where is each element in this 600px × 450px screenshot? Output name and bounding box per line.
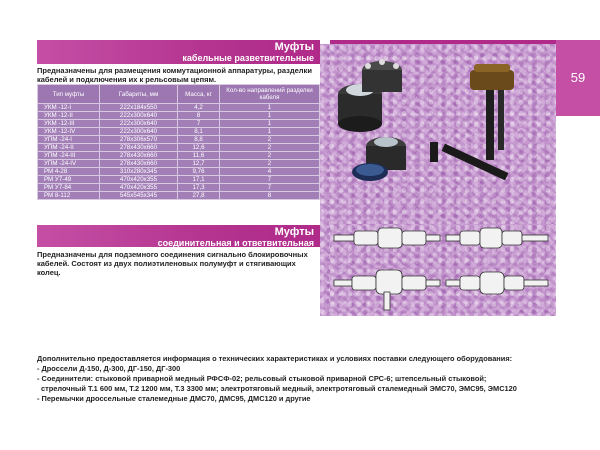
cell-mass: 4,2: [178, 104, 220, 112]
cell-dimensions: 222х184х550: [100, 104, 178, 112]
page-number: 59: [570, 70, 586, 85]
cell-mass: 12,7: [178, 160, 220, 168]
additional-info-item: - Дроссели Д-150, Д-300, ДГ-150, ДГ-300: [37, 364, 181, 373]
cell-mass: 27,8: [178, 192, 220, 200]
table-row: [38, 144, 320, 152]
cell-type: УКМ -12-III: [38, 120, 100, 128]
sleeve-2: [446, 228, 548, 248]
table-row: [38, 152, 320, 160]
table-header-row: [38, 85, 320, 104]
cell-dimensions: 470х420х355: [100, 176, 178, 184]
sleeve-1: [334, 228, 440, 248]
page-number-tab: [556, 40, 600, 116]
table-row: [38, 160, 320, 168]
section1-description: Предназначены для размещения коммутационной аппаратуры, разделки кабелей и подключения их к рельсовым цепям.: [37, 66, 312, 84]
table-row: [38, 176, 320, 184]
additional-info-item: - Соединители: стыковой приварной медный РФСФ-02; рельсовый стыковой приварной СРС-6; штепсельный стыковой;: [37, 374, 487, 383]
cell-mass: 12,6: [178, 144, 220, 152]
table-row: [38, 184, 320, 192]
cell-type: РМ 8-112: [38, 192, 100, 200]
additional-info-intro: Дополнительно предоставляется информация о технических характеристиках и условиях поставки следующего оборудования:: [37, 354, 513, 363]
cell-mass: 7: [178, 120, 220, 128]
cell-mass: 8: [178, 112, 220, 120]
header-type: Тип муфты: [38, 85, 100, 104]
cell-directions: 2: [220, 160, 320, 168]
cell-directions: 1: [220, 104, 320, 112]
cell-type: РМ 4-28: [38, 168, 100, 176]
cell-type: УКМ -12-II: [38, 112, 100, 120]
cell-dimensions: 310х280х345: [100, 168, 178, 176]
section2-subtitle: соединительная и ответвительная: [157, 238, 314, 248]
cell-directions: 1: [220, 128, 320, 136]
cell-dimensions: 278х430х660: [100, 144, 178, 152]
table-row: [38, 128, 320, 136]
section2-title: Муфты: [274, 226, 314, 238]
pedestal-box: [430, 64, 514, 180]
round-box-2: [362, 59, 402, 92]
table-row: [38, 192, 320, 200]
table-row: [38, 136, 320, 144]
sleeve-4: [446, 272, 548, 294]
cell-dimensions: 545х545х345: [100, 192, 178, 200]
cell-type: УКМ -12-I: [38, 104, 100, 112]
table-row: [38, 112, 320, 120]
cell-mass: 8,1: [178, 128, 220, 136]
cell-mass: 8,8: [178, 136, 220, 144]
cell-mass: 9,76: [178, 168, 220, 176]
cell-type: УПМ -24-IV: [38, 160, 100, 168]
spec-table: [37, 84, 320, 200]
cell-directions: 7: [220, 176, 320, 184]
cell-dimensions: 470х420х355: [100, 184, 178, 192]
cell-dimensions: 278х430х660: [100, 152, 178, 160]
additional-info-item: - Перемычки дроссельные сталемедные ДМС70, ДМС95, ДМС120 и другие: [37, 394, 311, 403]
header-mass: Масса, кг: [178, 85, 220, 104]
cell-dimensions: 222х300х640: [100, 112, 178, 120]
section1-header: [37, 40, 320, 64]
additional-info-item: стрелочный Т.1 600 мм, Т.2 1200 мм, Т.3 3300 мм; электротяговый медный, электротяговый сталемедный ЭМС70, ЭМС95, ЭМС120: [41, 384, 517, 393]
sleeve-3: [334, 270, 440, 310]
header-dimensions: Габариты, мм: [100, 85, 178, 104]
cell-type: РМ У7-84: [38, 184, 100, 192]
table-row: [38, 104, 320, 112]
cell-mass: 17,1: [178, 176, 220, 184]
blue-lid: [352, 163, 388, 181]
cell-directions: 1: [220, 112, 320, 120]
cell-directions: 2: [220, 136, 320, 144]
cell-dimensions: 278х430х660: [100, 160, 178, 168]
cell-directions: 1: [220, 120, 320, 128]
cell-directions: 8: [220, 192, 320, 200]
splitter-boxes-photo: [330, 50, 550, 220]
table-row: [38, 168, 320, 176]
cell-dimensions: 278х306х570: [100, 136, 178, 144]
cell-type: УПМ -24-III: [38, 152, 100, 160]
cell-mass: 11,6: [178, 152, 220, 160]
header-directions: Кол-во направлений разделки кабеля: [220, 85, 320, 104]
section2-header: [37, 225, 320, 247]
cell-directions: 7: [220, 184, 320, 192]
additional-info: [37, 354, 557, 404]
cell-dimensions: 222х300х640: [100, 128, 178, 136]
table-row: [38, 120, 320, 128]
section1-subtitle: кабельные разветвительные: [182, 53, 314, 63]
cell-type: УПМ -24-II: [38, 144, 100, 152]
spec-table-body: [38, 104, 320, 200]
section1-title: Муфты: [274, 41, 314, 53]
cell-directions: 2: [220, 152, 320, 160]
texture-panel-left-strip: [320, 44, 330, 316]
cell-mass: 17,3: [178, 184, 220, 192]
cell-type: УПМ -24-I: [38, 136, 100, 144]
cell-dimensions: 222х300х640: [100, 120, 178, 128]
cell-directions: 4: [220, 168, 320, 176]
section2-description: Предназначены для подземного соединения сигнально блокировочных кабелей. Состоят из двух полиэтиленовых полумуфт и стягивающих колец.: [37, 250, 308, 277]
cell-type: УКМ -12-IV: [38, 128, 100, 136]
cell-type: РМ У7-49: [38, 176, 100, 184]
cell-directions: 2: [220, 144, 320, 152]
coupling-sleeves-photo: [332, 226, 552, 314]
